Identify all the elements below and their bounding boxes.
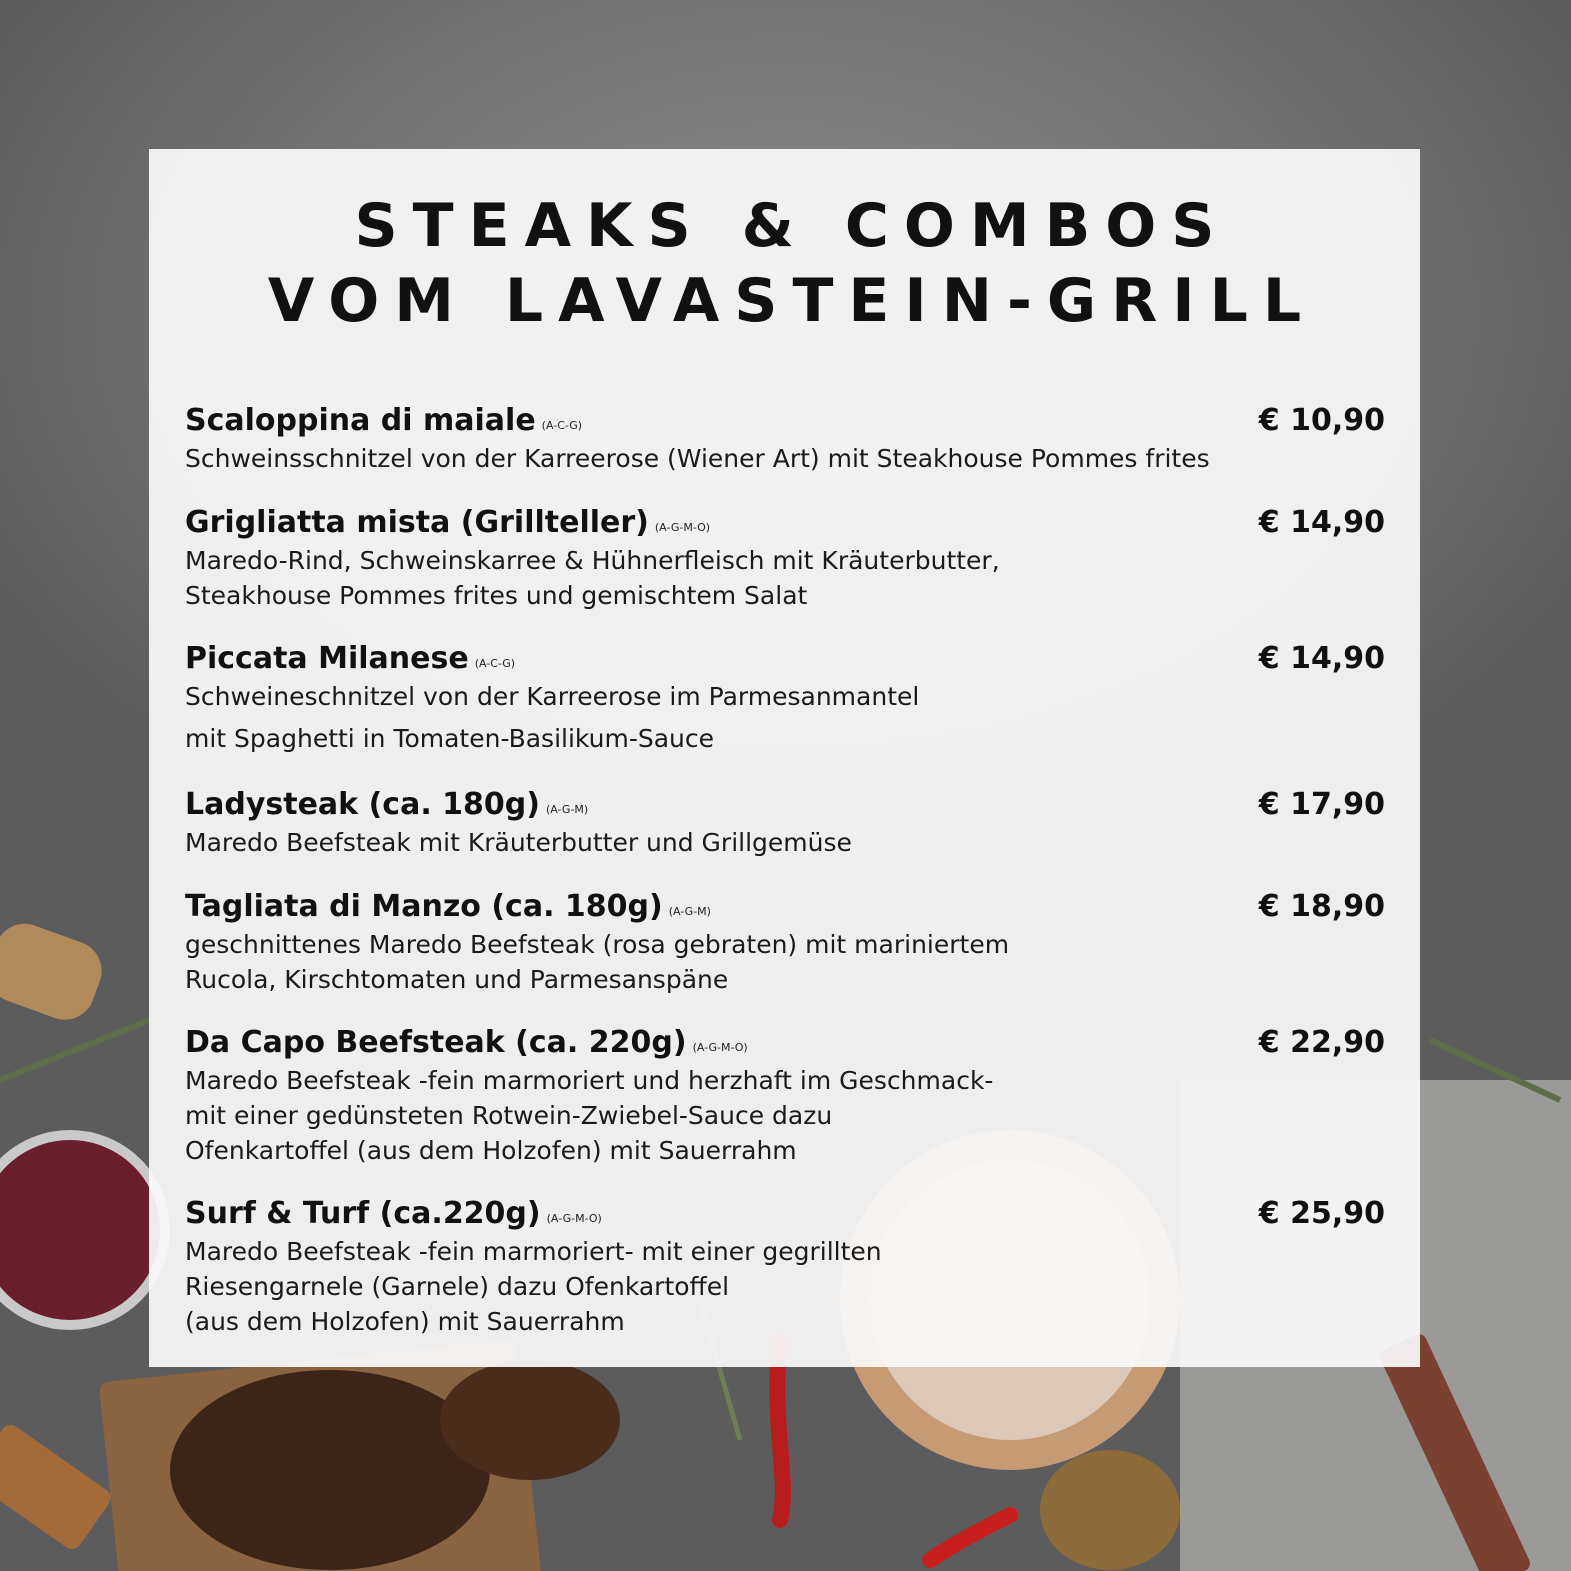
menu-title bbox=[149, 189, 1420, 339]
description-line: Riesengarnele (Garnele) dazu Ofenkartoffel bbox=[185, 1272, 730, 1301]
description-line: Schweinsschnitzel von der Karreerose (Wiener Art) mit Steakhouse Pommes frites bbox=[185, 444, 1210, 473]
menu-item-tagliata bbox=[185, 887, 1385, 997]
item-name: Surf & Turf (ca.220g) bbox=[185, 1196, 541, 1231]
description-line: Rucola, Kirschtomaten und Parmesanspäne bbox=[185, 965, 729, 994]
item-allergens: (A-G-M-O) bbox=[654, 521, 711, 534]
item-description bbox=[185, 927, 1385, 997]
menu-item-da-capo bbox=[185, 1023, 1385, 1168]
item-description bbox=[185, 1063, 1385, 1168]
item-name: Tagliata di Manzo (ca. 180g) bbox=[185, 889, 663, 924]
item-allergens: (A-C-G) bbox=[474, 657, 516, 670]
description-line: mit einer gedünsteten Rotwein-Zwiebel-Sauce dazu bbox=[185, 1101, 833, 1130]
description-line: Schweineschnitzel von der Karreerose im Parmesanmantel bbox=[185, 682, 920, 711]
item-price: € 14,90 bbox=[1258, 641, 1385, 676]
description-line: Maredo-Rind, Schweinskarree & Hühnerfleisch mit Kräuterbutter, bbox=[185, 546, 1000, 575]
menu-item-scaloppina bbox=[185, 401, 1385, 476]
description-line: Maredo Beefsteak -fein marmoriert- mit einer gegrillten bbox=[185, 1237, 882, 1266]
description-line: geschnittenes Maredo Beefsteak (rosa gebraten) mit mariniertem bbox=[185, 930, 1010, 959]
item-name: Scaloppina di maiale bbox=[185, 403, 536, 438]
item-name: Piccata Milanese bbox=[185, 641, 469, 676]
title-line-1: STEAKS & COMBOS bbox=[354, 191, 1230, 261]
item-name: Da Capo Beefsteak (ca. 220g) bbox=[185, 1025, 687, 1060]
item-description bbox=[185, 679, 1385, 756]
item-price: € 14,90 bbox=[1258, 505, 1385, 540]
description-line: Ofenkartoffel (aus dem Holzofen) mit Sauerrahm bbox=[185, 1136, 797, 1165]
description-line: Maredo Beefsteak -fein marmoriert und herzhaft im Geschmack- bbox=[185, 1066, 994, 1095]
item-allergens: (A-G-M-O) bbox=[692, 1041, 748, 1054]
menu-item-grigliatta bbox=[185, 503, 1385, 613]
menu-panel bbox=[149, 149, 1420, 1367]
item-description bbox=[185, 543, 1385, 613]
menu-item-surf-turf bbox=[185, 1194, 1385, 1339]
item-price: € 22,90 bbox=[1258, 1025, 1385, 1060]
item-allergens: (A-G-M-O) bbox=[546, 1212, 602, 1225]
item-name: Ladysteak (ca. 180g) bbox=[185, 787, 540, 822]
description-line: Maredo Beefsteak mit Kräuterbutter und Grillgemüse bbox=[185, 828, 852, 857]
item-price: € 17,90 bbox=[1258, 787, 1385, 822]
description-line: Steakhouse Pommes frites und gemischtem Salat bbox=[185, 581, 808, 610]
item-price: € 10,90 bbox=[1258, 403, 1385, 438]
title-line-2: VOM LAVASTEIN-GRILL bbox=[267, 266, 1317, 336]
description-line: (aus dem Holzofen) mit Sauerrahm bbox=[185, 1307, 625, 1336]
item-description bbox=[185, 825, 1385, 860]
item-description bbox=[185, 441, 1385, 476]
item-description bbox=[185, 1234, 1385, 1339]
item-name: Grigliatta mista (Grillteller) bbox=[185, 505, 649, 540]
item-allergens: (A-G-M) bbox=[668, 905, 711, 918]
description-line: mit Spaghetti in Tomaten-Basilikum-Sauce bbox=[185, 724, 715, 753]
item-price: € 18,90 bbox=[1258, 889, 1385, 924]
item-allergens: (A-C-G) bbox=[541, 419, 583, 432]
menu-item-ladysteak bbox=[185, 785, 1385, 860]
item-allergens: (A-G-M) bbox=[545, 803, 589, 816]
item-price: € 25,90 bbox=[1258, 1196, 1385, 1231]
menu-item-piccata bbox=[185, 639, 1385, 756]
